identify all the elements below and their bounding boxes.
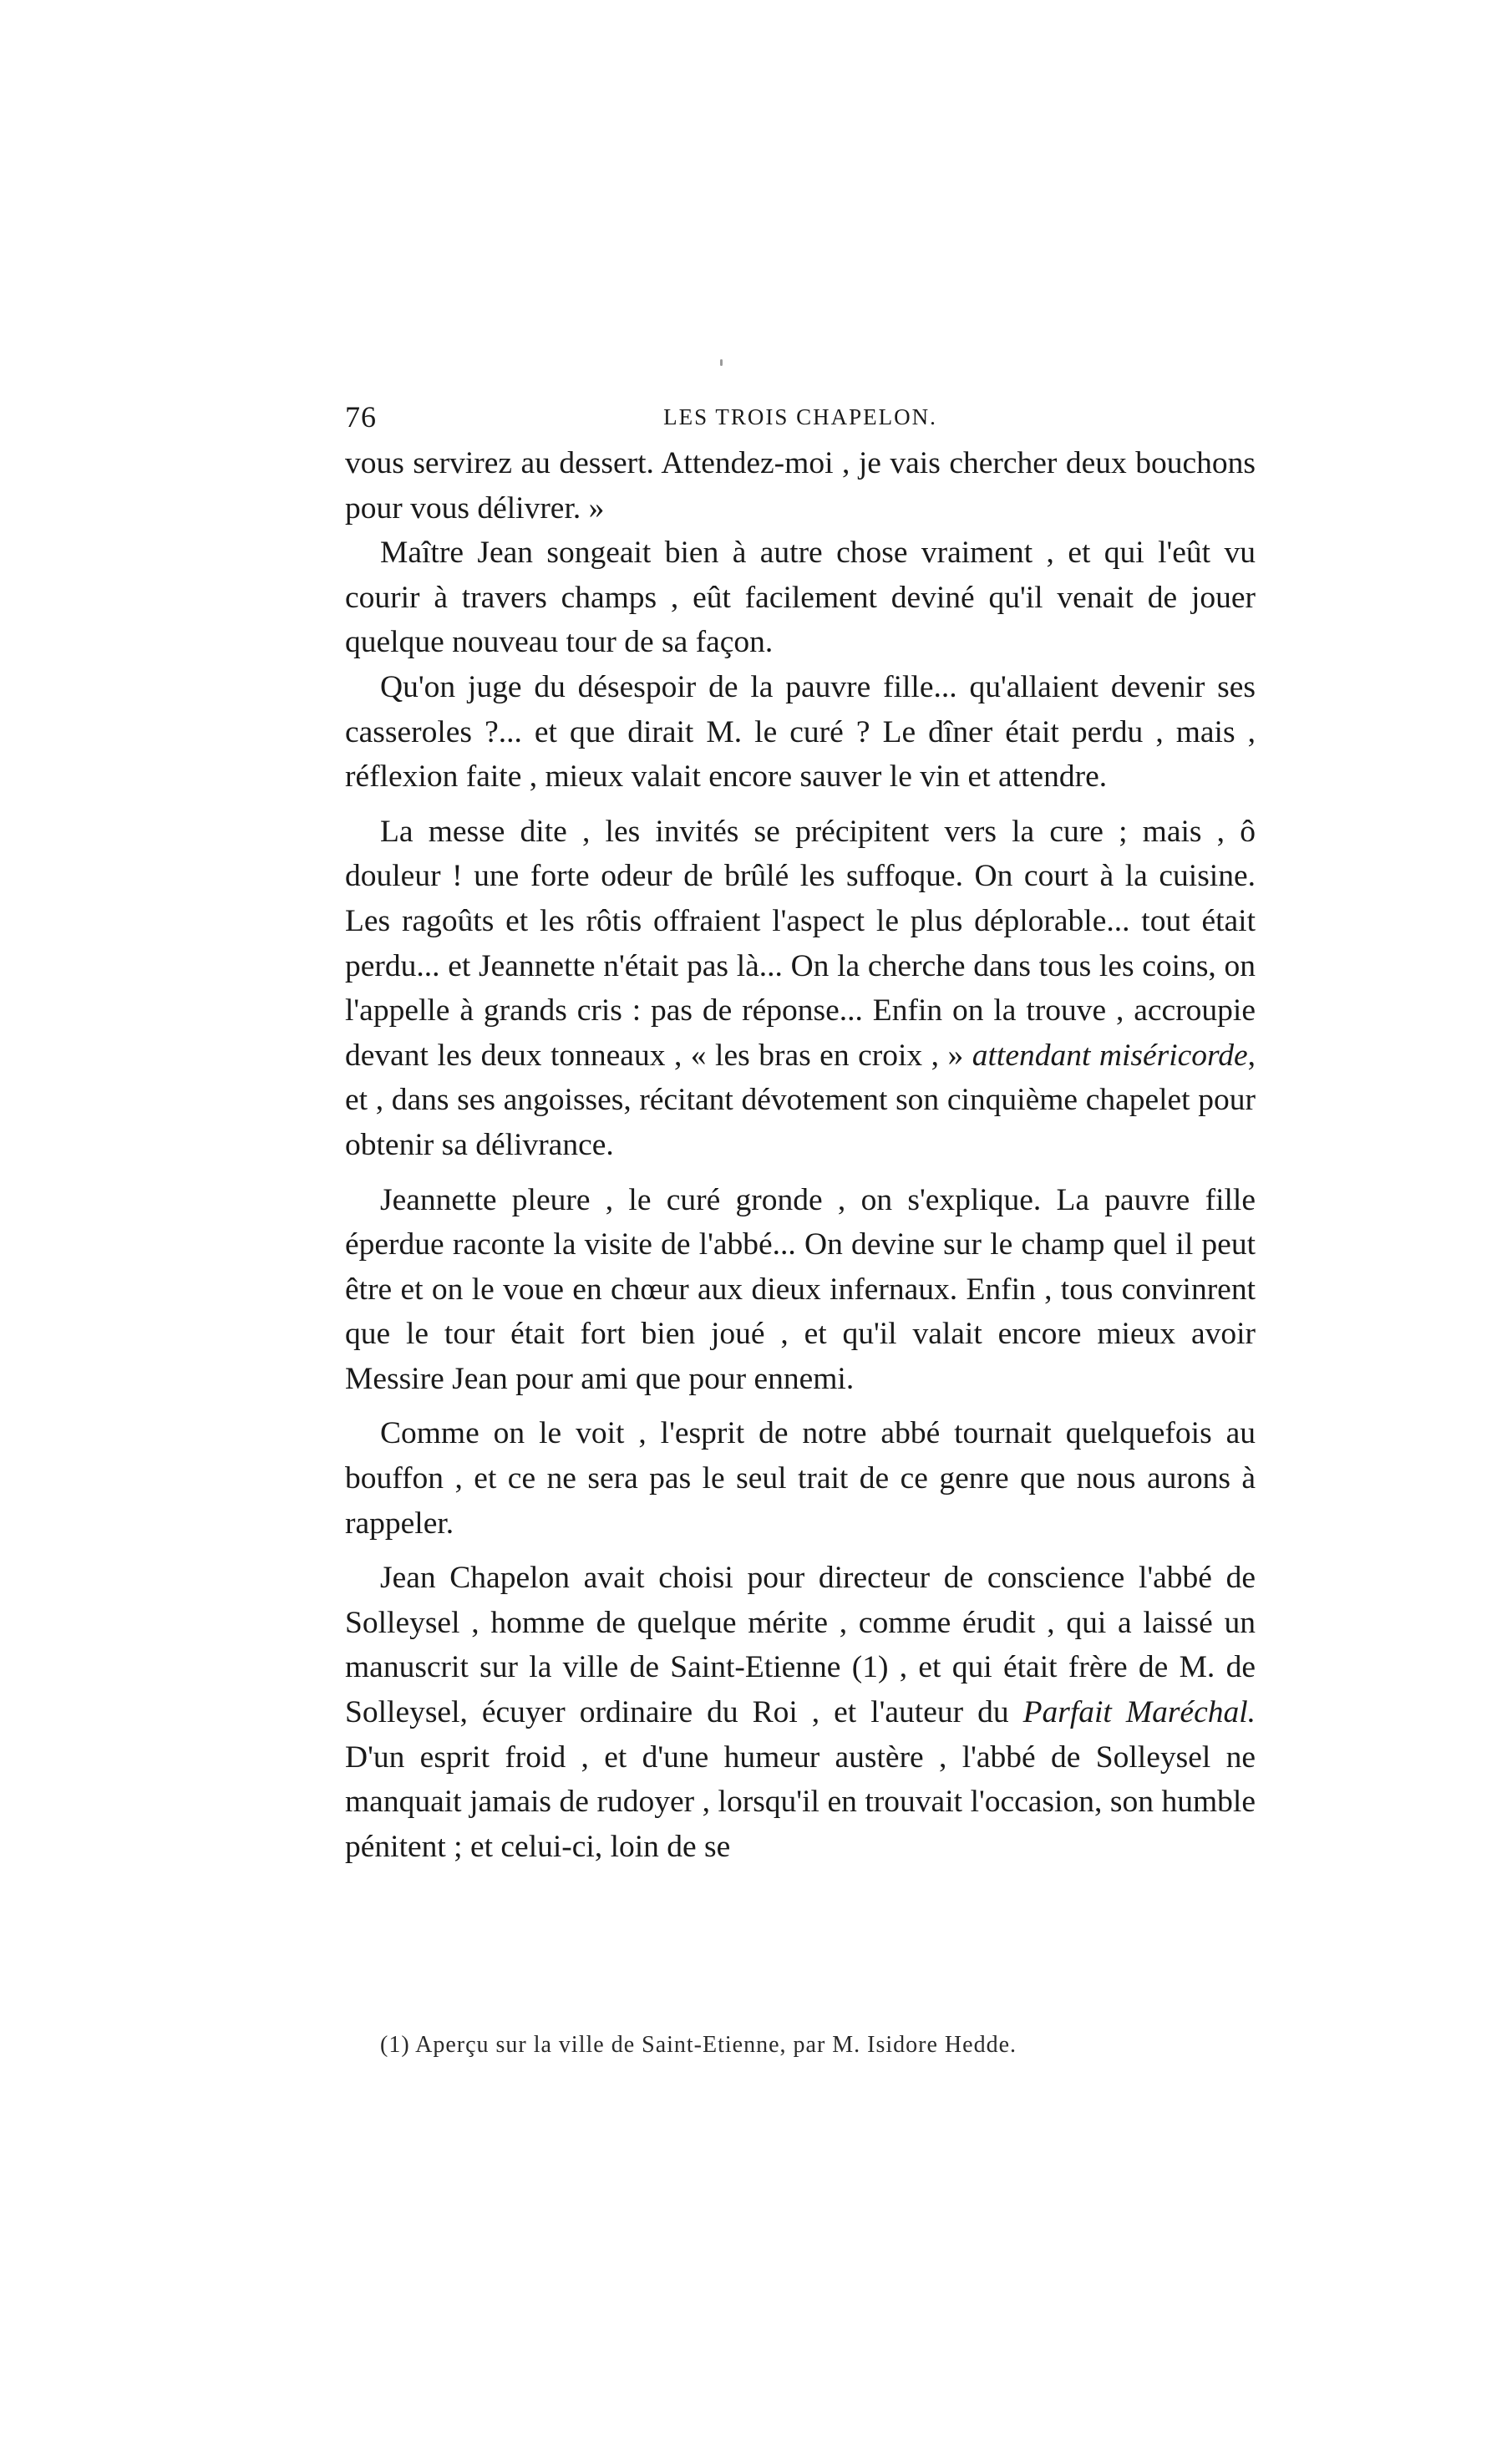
- running-head: [345, 399, 1256, 441]
- paragraph-2: Maître Jean songeait bien à autre chose vraiment , et qui l'eût vu courir à travers champs , eût facilement deviné qu'il venait de jouer quelque nouveau tour de sa façon.: [345, 536, 1256, 660]
- italic-phrase: attendant miséricorde: [972, 1038, 1248, 1073]
- italic-book-title: Parfait Maréchal.: [1022, 1695, 1256, 1730]
- paragraph-4: La messe dite , les invités se précipitent vers la cure ; mais , ô douleur ! une forte odeur de brûlé les suffoque. On court à la cuisine. Les ragoûts et les rôtis offraient l'aspect le plus déplorable... tout était perdu... et Jeannette n'était pas là... On la cherche dans tous les coins, on l'appelle à grands cris : pas de réponse... Enfin on la trouve , accroupie devant les deux tonneaux , « les bras en croix , » attendant miséricorde, et , dans ses angoisses, récitant dévotement son cinquième chapelet pour obtenir sa délivrance.: [345, 814, 1256, 1162]
- paragraph-7: Jean Chapelon avait choisi pour directeur de conscience l'abbé de Solleysel , homme de quelque mérite , comme érudit , qui a laissé un manuscrit sur la ville de Saint-Etienne (1) , et qui était frère de M. de Solleysel, écuyer ordinaire du Roi , et l'auteur du Parfait Maréchal. D'un esprit froid , et d'une humeur austère , l'abbé de Solleysel ne manquait jamais de rudoyer , lorsqu'il en trouvait l'occasion, son humble pénitent ; et celui-ci, loin de se: [345, 1561, 1256, 1864]
- paragraph-1: vous servirez au dessert. Attendez-moi , je vais chercher deux bouchons pour vous délivrer. »: [345, 446, 1256, 526]
- body-text: [345, 441, 1256, 1869]
- paragraph-5: Jeannette pleure , le curé gronde , on s'explique. La pauvre fille éperdue raconte la visite de l'abbé... On devine sur le champ quel il peut être et on le voue en chœur aux dieux infernaux. Enfin , tous convinrent que le tour était fort bien joué , et qu'il valait encore mieux avoir Messire Jean pour ami que pour ennemi.: [345, 1182, 1256, 1396]
- running-title: LES TROIS CHAPELON.: [663, 404, 937, 429]
- paragraph-3: Qu'on juge du désespoir de la pauvre fille... qu'allaient devenir ses casseroles ?... et que dirait M. le curé ? Le dîner était perdu , mais , réflexion faite , mieux valait encore sauver le vin et attendre.: [345, 669, 1256, 795]
- book-page: [345, 399, 1256, 1869]
- paper-speck: [720, 359, 723, 366]
- page-number: 76: [345, 400, 377, 434]
- footnote: (1) Aperçu sur la ville de Saint-Etienne, par M. Isidore Hedde.: [380, 2032, 1017, 2058]
- paragraph-6: Comme on le voit , l'esprit de notre abbé tournait quelquefois au bouffon , et ce ne sera pas le seul trait de ce genre que nous aurons à rappeler.: [345, 1416, 1256, 1541]
